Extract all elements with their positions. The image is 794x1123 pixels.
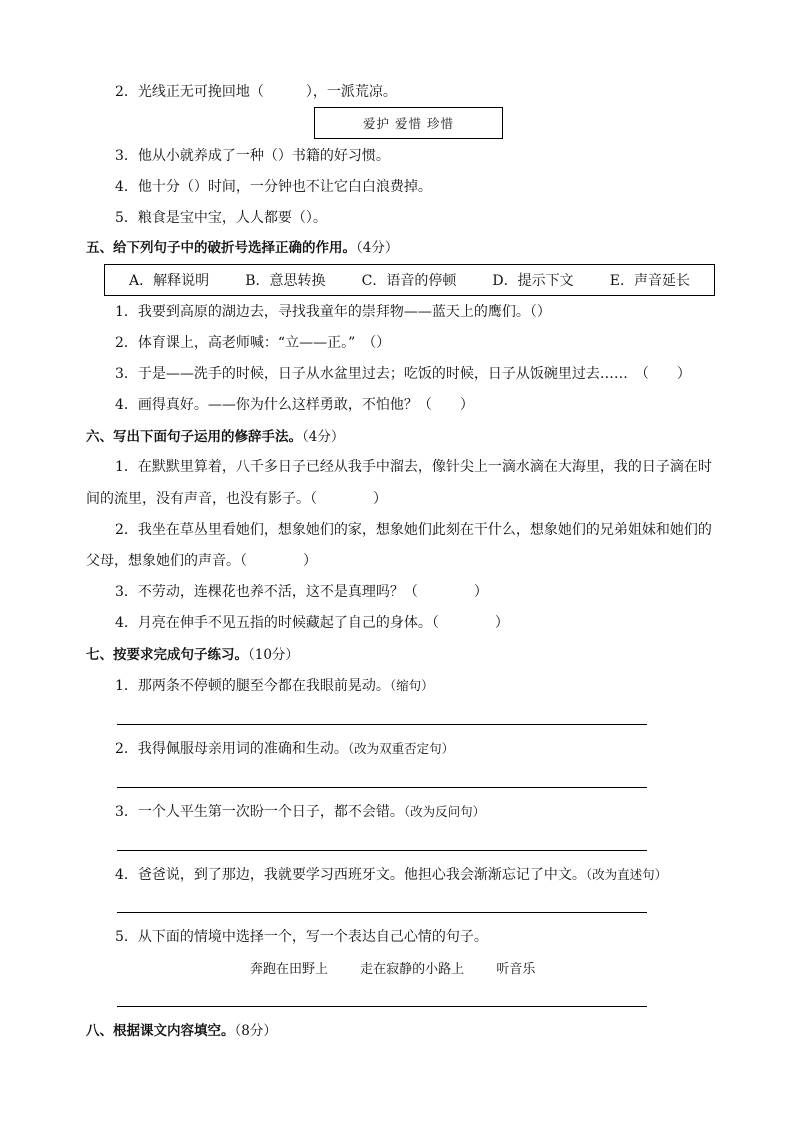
q6-sentence-1b: 间的流里，没有声音，也没有影子。（ ） (86, 491, 387, 507)
section-8-title: 八、根据课文内容填空。 (86, 1023, 235, 1039)
answer-line-3[interactable] (117, 850, 647, 851)
q7-s2-hint: （改为双重否定句） (347, 741, 455, 756)
answer-line-4[interactable] (117, 912, 647, 913)
section-8-heading (86, 1021, 277, 1041)
q4-sentence-3: 3．他从小就养成了一种（）书籍的好习惯。 (115, 148, 390, 164)
option-e: E．声音延长 (609, 273, 690, 289)
q7-s3-text: 3．一个人平生第一次盼一个日子，都不会错。 (115, 804, 404, 820)
answer-line-1[interactable] (117, 724, 647, 725)
section-6-score: （4分） (302, 429, 345, 445)
q6-sentence-2b: 父母，想象她们的声音。（ ） (86, 553, 317, 569)
q6-sentence-3: 3．不劳动，连棵花也养不活，这不是真理吗？（ ） (115, 584, 488, 600)
section-7-title: 七、按要求完成句子练习。 (86, 647, 248, 663)
option-a: A．解释说明 (129, 273, 210, 289)
section-6-title: 六、写出下面句子运用的修辞手法。 (86, 429, 302, 445)
q6-sentence-1a: 1．在默默里算着，八千多日子已经从我手中溜去，像针尖上一滴水滴在大海里，我的日子滴在时 (115, 459, 712, 475)
section-7-score: （10分） (248, 647, 299, 663)
section-7-heading (86, 645, 299, 665)
section-6-heading (86, 427, 344, 447)
section-5-heading (86, 238, 398, 258)
word-choice-box: 爱护 爱惜 珍惜 (314, 107, 503, 139)
q7-s4-hint: （改为直述句） (585, 867, 668, 882)
scene-1: 奔跑在田野上 (250, 962, 329, 977)
q5-sentence-1: 1．我要到高原的湖边去，寻找我童年的崇拜物——蓝天上的鹰们。（） (115, 304, 551, 320)
section-8-score: （8分） (234, 1023, 277, 1039)
section-5-title: 五、给下列句子中的破折号选择正确的作用。 (86, 240, 356, 256)
q5-sentence-2: 2．体育课上，高老师喊：“立——正。” （） (115, 335, 391, 351)
q6-sentence-4: 4．月亮在伸手不见五指的时候藏起了自己的身体。（ ） (115, 615, 509, 631)
answer-line-5[interactable] (117, 1006, 647, 1007)
dash-function-options (104, 264, 715, 296)
q7-s1-hint: （缩句） (389, 678, 434, 693)
option-d: D．提示下文 (492, 273, 574, 289)
q6-sentence-2a: 2．我坐在草丛里看她们，想象她们的家，想象她们此刻在干什么，想象她们的兄弟姐妹和她们的 (115, 522, 712, 538)
scene-choices (250, 958, 563, 977)
q4-sentence-5: 5．粮食是宝中宝，人人都要（）。 (115, 210, 327, 226)
q7-sentence-3 (115, 802, 485, 822)
section-5-score: （4分） (356, 240, 399, 256)
q4-sentence-4: 4．他十分（）时间，一分钟也不让它白白浪费掉。 (115, 179, 432, 195)
scene-3: 听音乐 (496, 962, 536, 977)
q7-sentence-5: 5．从下面的情境中选择一个，写一个表达自己心情的句子。 (115, 929, 488, 945)
q7-sentence-1 (115, 676, 434, 696)
q4-sentence-2: 2．光线正无可挽回地（ ），一派荒凉。 (115, 84, 397, 100)
scene-2: 走在寂静的小路上 (360, 962, 465, 977)
option-b: B．意思转换 (245, 273, 326, 289)
q7-s2-text: 2．我得佩服母亲用词的准确和生动。 (115, 741, 348, 757)
q7-s4-text: 4．爸爸说，到了那边，我就要学习西班牙文。他担心我会渐渐忘记了中文。 (115, 867, 586, 883)
q5-sentence-4: 4．画得真好。——你为什么这样勇敢，不怕他？（ ） (115, 397, 474, 413)
q7-sentence-4 (115, 865, 667, 885)
q7-s1-text: 1．那两条不停顿的腿至今都在我眼前晃动。 (115, 678, 390, 694)
q7-sentence-2 (115, 739, 454, 759)
answer-line-2[interactable] (117, 787, 647, 788)
option-c: C．语音的停顿 (361, 273, 457, 289)
q7-s3-hint: （改为反问句） (403, 804, 486, 819)
q5-sentence-3: 3．于是——洗手的时候，日子从水盆里过去；吃饭的时候，日子从饭碗里过去…… （ ） (115, 366, 691, 382)
